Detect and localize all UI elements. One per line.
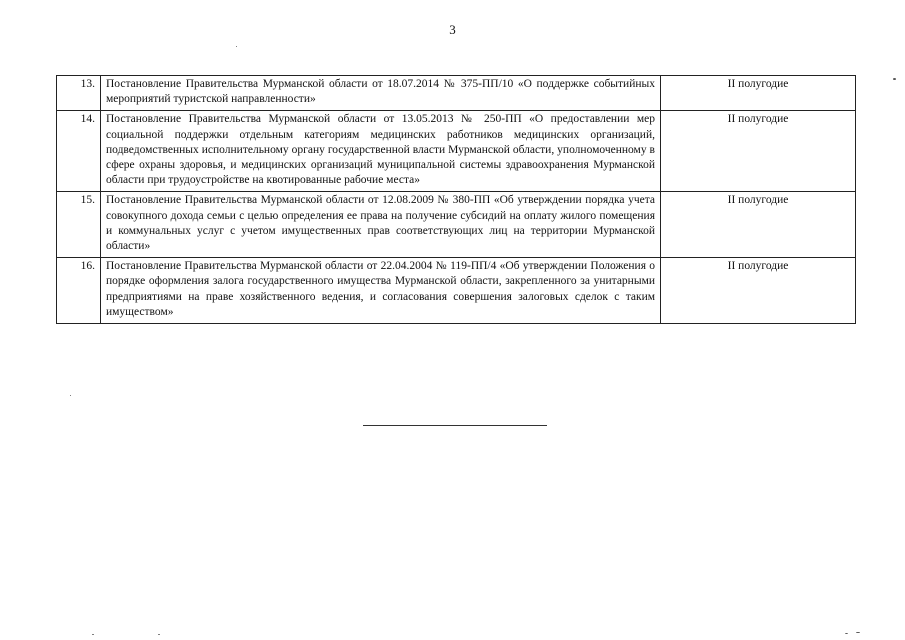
period-cell: II полугодие: [661, 192, 856, 258]
table-row: [57, 76, 856, 111]
row-number: 14.: [57, 111, 101, 192]
row-number: 13.: [57, 76, 101, 111]
page-number: 3: [449, 22, 456, 37]
regulation-title: Постановление Правительства Мурманской области от 13.05.2013 № 250-ПП «О предоставлении мер социальной поддержки отдельным категориям медицинских работников медицинских организаций, подведомственных исполнительному органу государственной власти Мурманской области, уполномоченному в сфере охраны здоровья, и медицинских организаций муниципальной системы здравоохранения Мурманской области при трудоустройстве на квотированные рабочие места»: [101, 111, 661, 192]
scan-speck: [70, 395, 71, 396]
table-row: [57, 192, 856, 258]
table-row: [57, 258, 856, 324]
regulation-title: Постановление Правительства Мурманской области от 22.04.2004 № 119-ПП/4 «Об утверждении Положения о порядке оформления залога государственного имущества Мурманской области, закрепленного за унитарными предприятиями на праве хозяйственного ведения, и согласования совершения залоговых сделок с таким имуществом»: [101, 258, 661, 324]
regulation-title: Постановление Правительства Мурманской области от 12.08.2009 № 380-ПП «Об утверждении порядка учета совокупного дохода семьи с целью определения ее права на получение субсидий на оплату жилого помещения и коммунальных услуг с учетом имущественных прав соответствующих лиц на территории Мурманской области»: [101, 192, 661, 258]
period-cell: II полугодие: [661, 76, 856, 111]
end-separator-line: [363, 425, 547, 426]
row-number: 16.: [57, 258, 101, 324]
regulations-table: [56, 75, 856, 324]
table-row: [57, 111, 856, 192]
row-number: 15.: [57, 192, 101, 258]
period-cell: II полугодие: [661, 258, 856, 324]
scan-speck: [893, 78, 896, 80]
scan-speck: [158, 634, 160, 635]
scan-speck: [92, 634, 94, 635]
period-cell: II полугодие: [661, 111, 856, 192]
scan-speck: [236, 46, 237, 47]
scan-speck: [845, 633, 848, 634]
scan-speck: [856, 632, 860, 633]
regulation-title: Постановление Правительства Мурманской области от 18.07.2014 № 375-ПП/10 «О поддержке событийных мероприятий туристской направленности»: [101, 76, 661, 111]
